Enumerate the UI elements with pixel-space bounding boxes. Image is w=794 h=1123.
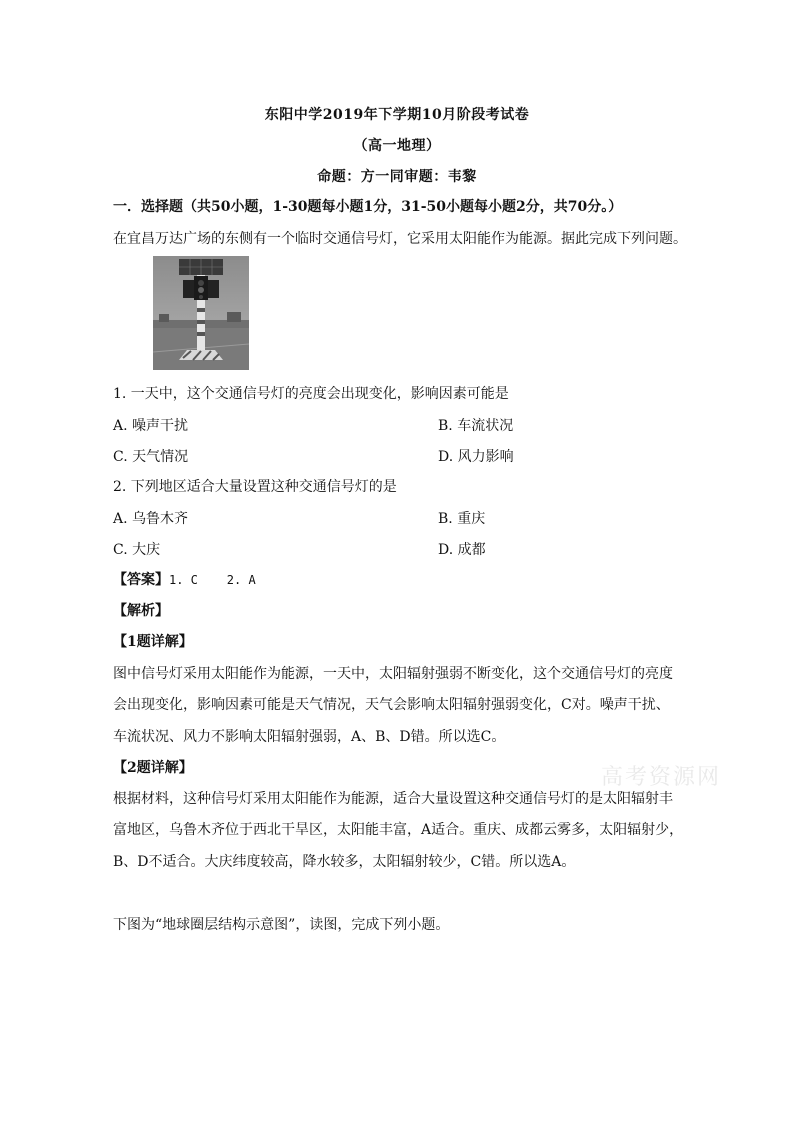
question-2-option-a: A. 乌鲁木齐 [113, 511, 189, 527]
question-2-option-d: D. 成都 [438, 542, 486, 558]
q1-detail-line-1: 图中信号灯采用太阳能作为能源，一天中，太阳辐射强弱不断变化，这个交通信号灯的亮度 [113, 666, 673, 682]
question-2-option-b: B. 重庆 [438, 511, 486, 527]
question-2-option-c: C. 大庆 [113, 542, 161, 558]
q2-detail-line-2: 富地区，乌鲁木齐位于西北干旱区，太阳能丰富，A适合。重庆、成都云雾多，太阳辐射少， [113, 822, 684, 838]
traffic-light-illustration [153, 256, 249, 370]
q2-detail-line-1: 根据材料，这种信号灯采用太阳能作为能源，适合大量设置这种交通信号灯的是太阳辐射丰 [113, 791, 673, 807]
section-heading: 一．选择题（共50小题，1-30题每小题1分，31-50小题每小题2分，共70分。） [113, 199, 623, 215]
traffic-light-photo [153, 256, 249, 370]
q2-detail-label: 【2题详解】 [113, 760, 193, 776]
section-intro: 在宜昌万达广场的东侧有一个临时交通信号灯，它采用太阳能作为能源。据此完成下列问题。 [113, 231, 687, 247]
question-1-option-d: D. 风力影响 [438, 449, 514, 465]
answer-text: 1. C 2. A [169, 573, 256, 587]
exam-title: 东阳中学2019年下学期10月阶段考试卷 [264, 107, 530, 123]
question-1-stem: 1. 一天中，这个交通信号灯的亮度会出现变化，影响因素可能是 [113, 386, 509, 402]
question-1-option-c: C. 天气情况 [113, 449, 189, 465]
q1-detail-label: 【1题详解】 [113, 634, 193, 650]
analysis-label: 【解析】 [113, 603, 169, 619]
answer-line [113, 570, 256, 590]
exam-subject: （高一地理） [353, 138, 441, 154]
question-1-option-b: B. 车流状况 [438, 418, 514, 434]
answer-label: 【答案】 [113, 572, 169, 588]
watermark: 高考资源网 [601, 765, 722, 790]
q1-detail-line-2: 会出现变化，影响因素可能是天气情况，天气会影响太阳辐射强弱变化，C对。噪声干扰、 [113, 697, 670, 713]
question-1-option-a: A. 噪声干扰 [113, 418, 189, 434]
next-question-intro: 下图为“地球圈层结构示意图”，读图，完成下列小题。 [113, 917, 450, 933]
q2-detail-line-3: B、D不适合。大庆纬度较高，降水较多，太阳辐射较少，C错。所以选A。 [113, 854, 576, 870]
q1-detail-line-3: 车流状况、风力不影响太阳辐射强弱，A、B、D错。所以选C。 [113, 729, 506, 745]
question-2-stem: 2. 下列地区适合大量设置这种交通信号灯的是 [113, 479, 397, 495]
exam-authors: 命题：方一同审题：韦黎 [317, 169, 477, 185]
